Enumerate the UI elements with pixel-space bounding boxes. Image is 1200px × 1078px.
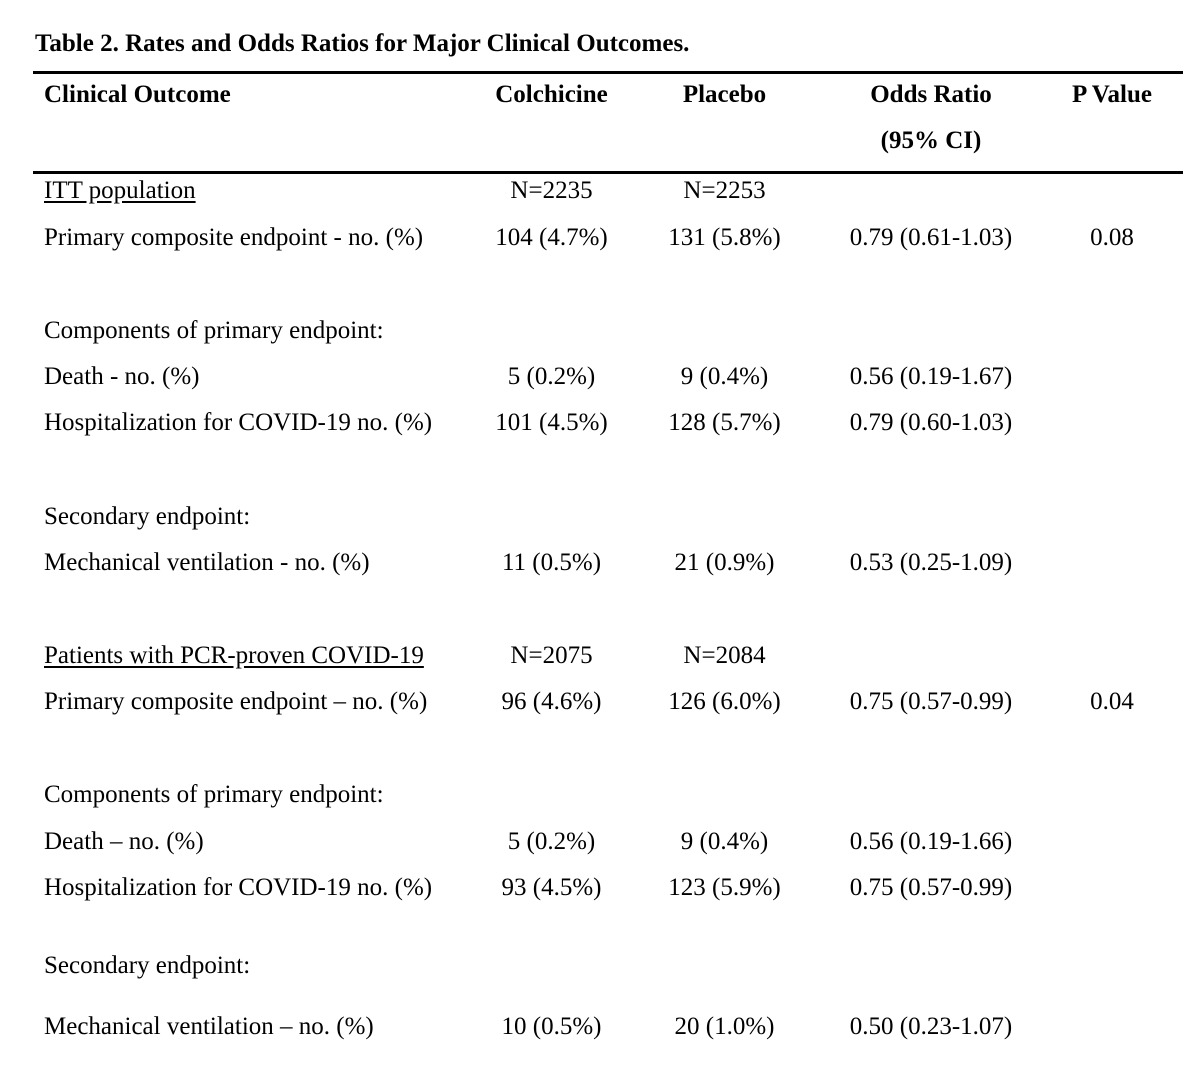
row-itt-hospitalization-odds-ratio: 0.79 (0.60-1.03) bbox=[849, 409, 1013, 436]
row-itt-population-colchicine: N=2235 bbox=[510, 177, 593, 204]
row-pcr-ventilation-placebo: 20 (1.0%) bbox=[674, 1013, 775, 1040]
row-itt-primary-placebo: 131 (5.8%) bbox=[668, 224, 781, 251]
row-itt-hospitalization-label: Hospitalization for COVID-19 no. (%) bbox=[44, 409, 433, 436]
row-itt-components-heading: Components of primary endpoint: bbox=[44, 317, 384, 344]
row-itt-death-odds-ratio: 0.56 (0.19-1.67) bbox=[849, 363, 1013, 390]
row-pcr-population-colchicine: N=2075 bbox=[510, 642, 593, 669]
row-pcr-population-label: Patients with PCR-proven COVID-19 bbox=[44, 642, 424, 669]
row-pcr-hospitalization-label: Hospitalization for COVID-19 no. (%) bbox=[44, 874, 433, 901]
row-pcr-hospitalization-colchicine: 93 (4.5%) bbox=[501, 874, 602, 901]
row-pcr-primary-p-value: 0.04 bbox=[1090, 688, 1134, 715]
row-itt-ventilation-label: Mechanical ventilation - no. (%) bbox=[44, 549, 370, 576]
row-itt-ventilation-odds-ratio: 0.53 (0.25-1.09) bbox=[849, 549, 1013, 576]
header-odds-ratio-ci: (95% CI) bbox=[880, 127, 982, 154]
table-caption: Table 2. Rates and Odds Ratios for Major Clinical Outcomes. bbox=[35, 30, 690, 57]
row-itt-hospitalization-placebo: 128 (5.7%) bbox=[668, 409, 781, 436]
row-pcr-population-placebo: N=2084 bbox=[683, 642, 766, 669]
row-itt-primary-label: Primary composite endpoint - no. (%) bbox=[44, 224, 424, 251]
row-pcr-components-heading: Components of primary endpoint: bbox=[44, 781, 384, 808]
header-colchicine: Colchicine bbox=[495, 81, 608, 108]
row-itt-primary-p-value: 0.08 bbox=[1090, 224, 1134, 251]
row-pcr-hospitalization-odds-ratio: 0.75 (0.57-0.99) bbox=[849, 874, 1013, 901]
row-itt-population-placebo: N=2253 bbox=[683, 177, 766, 204]
row-itt-death-colchicine: 5 (0.2%) bbox=[507, 363, 596, 390]
row-pcr-primary-placebo: 126 (6.0%) bbox=[668, 688, 781, 715]
row-pcr-death-label: Death – no. (%) bbox=[44, 828, 204, 855]
row-pcr-ventilation-colchicine: 10 (0.5%) bbox=[501, 1013, 602, 1040]
row-pcr-death-colchicine: 5 (0.2%) bbox=[507, 828, 596, 855]
row-itt-ventilation-colchicine: 11 (0.5%) bbox=[501, 549, 602, 576]
row-itt-population-label: ITT population bbox=[44, 177, 196, 204]
top-rule bbox=[33, 71, 1183, 74]
header-p-value: P Value bbox=[1072, 81, 1152, 108]
row-itt-hospitalization-colchicine: 101 (4.5%) bbox=[495, 409, 608, 436]
row-itt-death-label: Death - no. (%) bbox=[44, 363, 200, 390]
row-itt-ventilation-placebo: 21 (0.9%) bbox=[674, 549, 775, 576]
header-clinical-outcome: Clinical Outcome bbox=[44, 81, 231, 108]
row-itt-death-placebo: 9 (0.4%) bbox=[680, 363, 769, 390]
row-pcr-primary-odds-ratio: 0.75 (0.57-0.99) bbox=[849, 688, 1013, 715]
row-pcr-secondary-heading: Secondary endpoint: bbox=[44, 952, 251, 979]
header-odds-ratio: Odds Ratio bbox=[870, 81, 992, 108]
row-pcr-hospitalization-placebo: 123 (5.9%) bbox=[668, 874, 781, 901]
row-pcr-ventilation-label: Mechanical ventilation – no. (%) bbox=[44, 1013, 374, 1040]
row-pcr-primary-colchicine: 96 (4.6%) bbox=[501, 688, 602, 715]
row-itt-primary-colchicine: 104 (4.7%) bbox=[495, 224, 608, 251]
header-rule bbox=[33, 171, 1183, 174]
row-itt-secondary-heading: Secondary endpoint: bbox=[44, 503, 251, 530]
row-pcr-primary-label: Primary composite endpoint – no. (%) bbox=[44, 688, 428, 715]
row-pcr-death-placebo: 9 (0.4%) bbox=[680, 828, 769, 855]
row-pcr-death-odds-ratio: 0.56 (0.19-1.66) bbox=[849, 828, 1013, 855]
header-placebo: Placebo bbox=[682, 81, 767, 108]
row-itt-primary-odds-ratio: 0.79 (0.61-1.03) bbox=[849, 224, 1013, 251]
row-pcr-ventilation-odds-ratio: 0.50 (0.23-1.07) bbox=[849, 1013, 1013, 1040]
